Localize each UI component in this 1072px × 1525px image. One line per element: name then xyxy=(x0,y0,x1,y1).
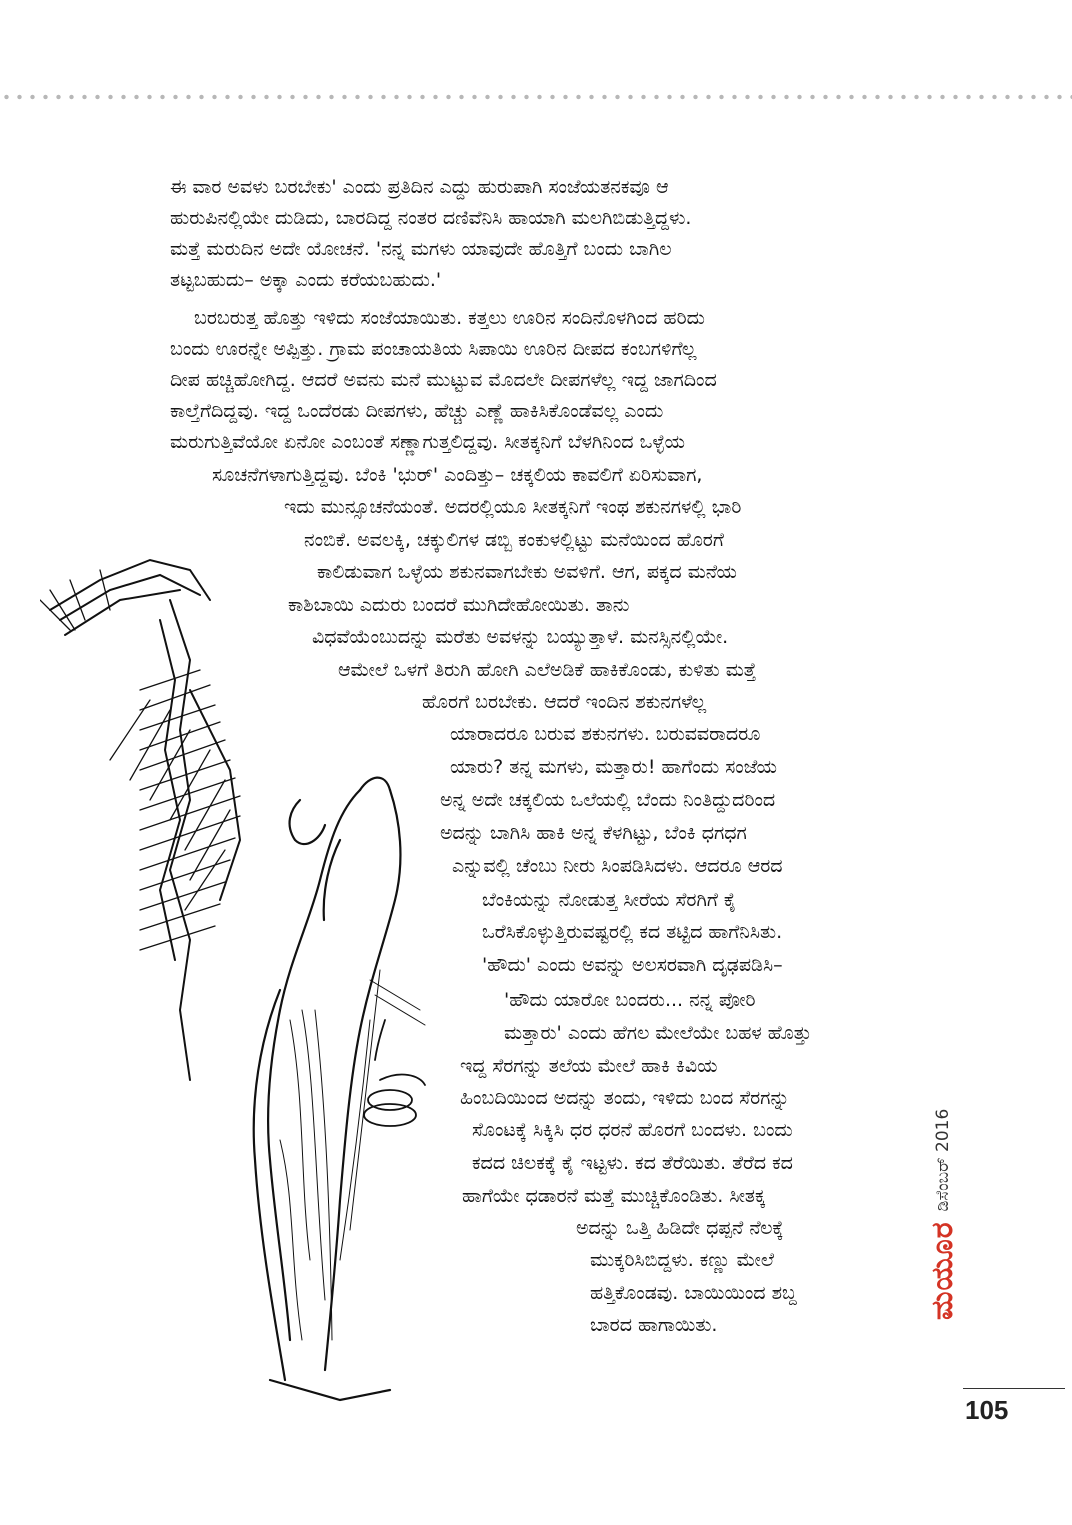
text-line: ಮರುಗುತ್ತಿವೆಯೋ ಏನೋ ಎಂಬಂತೆ ಸಣ್ಣಾಗುತ್ತಲಿದ್ದವು. ಸೀತಕ್ಕನಿಗೆ ಬೆಳಗಿನಿಂದ ಒಳ್ಳೆಯ xyxy=(170,431,685,453)
text-line: ಬಾರದ ಹಾಗಾಯಿತು. xyxy=(590,1314,718,1336)
text-line: ಕಾಲ್ತೆಗೆದಿದ್ದವು. ಇದ್ದ ಒಂದೆರಡು ದೀಪಗಳು, ಹೆಚ್ಚು ಎಣ್ಣೆ ಹಾಕಿಸಿಕೊಂಡೆವಲ್ಲ ಎಂದು xyxy=(170,400,664,422)
text-line: ಯಾರಾದರೂ ಬರುವ ಶಕುನಗಳು. ಬರುವವರಾದರೂ xyxy=(450,723,761,745)
text-line: ಮತ್ತೆ ಮರುದಿನ ಅದೇ ಯೋಚನೆ. 'ನನ್ನ ಮಗಳು ಯಾವುದೇ ಹೊತ್ತಿಗೆ ಬಂದು ಬಾಗಿಲ xyxy=(170,238,672,260)
magazine-masthead-vertical xyxy=(925,1108,960,1320)
text-line: ಆಮೇಲೆ ಒಳಗೆ ತಿರುಗಿ ಹೋಗಿ ಎಲೆಅಡಿಕೆ ಹಾಕಿಕೊಂಡು, ಕುಳಿತು ಮತ್ತೆ xyxy=(338,659,757,681)
page-number: 105 xyxy=(965,1395,1009,1425)
text-line: ಇದು ಮುನ್ಸೂಚನೆಯಂತೆ. ಅದರಲ್ಲಿಯೂ ಸೀತಕ್ಕನಿಗೆ ಇಂಥ ಶಕುನಗಳಲ್ಲಿ ಭಾರಿ xyxy=(284,496,742,518)
text-line: ಕದದ ಚಿಲಕಕ್ಕೆ ಕೈ ಇಟ್ಟಳು. ಕದ ತೆರೆಯಿತು. ತೆರೆದ ಕದ xyxy=(472,1152,793,1174)
text-line: ವಿಧವೆಯೆಂಬುದನ್ನು ಮರೆತು ಅವಳನ್ನು ಬಯ್ಯುತ್ತಾಳೆ. ಮನಸ್ಸಿನಲ್ಲಿಯೇ. xyxy=(312,626,729,648)
text-line: ಮತ್ತಾರು' ಎಂದು ಹೆಗಲ ಮೇಲೆಯೇ ಬಹಳ ಹೊತ್ತು xyxy=(504,1022,812,1044)
text-line: ಯಾರು? ತನ್ನ ಮಗಳು, ಮತ್ತಾರು! ಹಾಗೆಂದು ಸಂಜೆಯ xyxy=(450,756,777,778)
text-line: ದೀಪ ಹಚ್ಚಿಹೋಗಿದ್ದ. ಆದರೆ ಅವನು ಮನೆ ಮುಟ್ಟುವ ಮೊದಲೇ ದೀಪಗಳೆಲ್ಲ ಇದ್ದ ಜಾಗದಿಂದ xyxy=(170,369,717,391)
text-line: ಕಾಶಿಬಾಯಿ ಎದುರು ಬಂದರೆ ಮುಗಿದೇಹೋಯಿತು. ತಾನು xyxy=(288,594,630,616)
text-line: ಅನ್ನ ಅದೇ ಚಕ್ಕಲಿಯ ಒಲೆಯಲ್ಲಿ ಬೆಂದು ನಿಂತಿದ್ದುದರಿಂದ xyxy=(440,789,776,811)
text-line: ಹಾಗೆಯೇ ಧಡಾರನೆ ಮತ್ತೆ ಮುಚ್ಚಿಕೊಂಡಿತು. ಸೀತಕ್ಕ xyxy=(462,1185,766,1207)
footer-rule xyxy=(963,1388,1065,1389)
text-line: ಇದ್ದ ಸೆರಗನ್ನು ತಲೆಯ ಮೇಲೆ ಹಾಕಿ ಕಿವಿಯ xyxy=(460,1055,718,1077)
text-line: ನಂಬಿಕೆ. ಅವಲಕ್ಕಿ, ಚಕ್ಕುಲಿಗಳ ಡಬ್ಬಿ ಕಂಕುಳಲ್ಲಿಟ್ಟು ಮನೆಯಿಂದ ಹೊರಗೆ xyxy=(304,529,724,551)
text-line: ಹುರುಪಿನಲ್ಲಿಯೇ ದುಡಿದು, ಬಾರದಿದ್ದ ನಂತರ ದಣಿವೆನಿಸಿ ಹಾಯಾಗಿ ಮಲಗಿಬಿಡುತ್ತಿದ್ದಳು. xyxy=(170,207,692,229)
text-line: ಮುಕ್ಕರಿಸಿಬಿದ್ದಳು. ಕಣ್ಣು ಮೇಲೆ xyxy=(590,1249,774,1271)
text-line: ತಟ್ಟಬಹುದು– ಅಕ್ಕಾ ಎಂದು ಕರೆಯಬಹುದು.' xyxy=(170,269,442,291)
text-line: ಒರೆಸಿಕೊಳ್ಳುತ್ತಿರುವಷ್ಟರಲ್ಲಿ ಕದ ತಟ್ಟಿದ ಹಾಗೆನಿಸಿತು. xyxy=(482,921,783,943)
text-line: ಸೂಚನೆಗಳಾಗುತ್ತಿದ್ದವು. ಬೆಂಕಿ 'ಭುರ್' ಎಂದಿತ್ತು– ಚಕ್ಕಲಿಯ ಕಾವಲಿಗೆ ಏರಿಸುವಾಗ, xyxy=(212,464,703,486)
text-line: ಬಂದು ಊರನ್ನೇ ಅಪ್ಪಿತ್ತು. ಗ್ರಾಮ ಪಂಚಾಯತಿಯ ಸಿಪಾಯಿ ಊರಿನ ದೀಪದ ಕಂಬಗಳಿಗೆಲ್ಲ xyxy=(170,338,697,360)
dotted-header-rule xyxy=(0,92,1072,102)
text-line: ಬೆಂಕಿಯನ್ನು ನೋಡುತ್ತ ಸೀರೆಯ ಸೆರಗಿಗೆ ಕೈ xyxy=(482,889,737,911)
text-line: ಹಿಂಬದಿಯಿಂದ ಅದನ್ನು ತಂದು, ಇಳಿದು ಬಂದ ಸೆರಗನ್ನು xyxy=(460,1087,790,1109)
text-line: ಎನ್ನುವಲ್ಲಿ ಚೆಂಬು ನೀರು ಸಿಂಪಡಿಸಿದಳು. ಆದರೂ ಆರದ xyxy=(452,855,783,877)
text-line: 'ಹೌದು ಯಾರೋ ಬಂದರು... ನನ್ನ ಪೋರಿ xyxy=(504,989,756,1011)
magazine-title: ಮಯೂರ xyxy=(925,1221,960,1320)
text-line: ಅದನ್ನು ಒತ್ತಿ ಹಿಡಿದೇ ಧಪ್ಪನೆ ನೆಲಕ್ಕೆ xyxy=(576,1217,784,1239)
text-line: ಅದನ್ನು ಬಾಗಿಸಿ ಹಾಕಿ ಅನ್ನ ಕೆಳಗಿಟ್ಟು, ಬೆಂಕಿ ಧಗಧಗ xyxy=(440,822,747,844)
text-line: ಸೊಂಟಕ್ಕೆ ಸಿಕ್ಕಿಸಿ ಧರ ಧರನೆ ಹೊರಗೆ ಬಂದಳು. ಬಂದು xyxy=(472,1119,793,1141)
text-line: ಹತ್ತಿಕೊಂಡವು. ಬಾಯಿಯಿಂದ ಶಬ್ದ xyxy=(590,1282,797,1304)
text-line: 'ಹೌದು' ಎಂದು ಅವನ್ನು ಅಲಸರವಾಗಿ ದೃಢಪಡಿಸಿ– xyxy=(482,954,783,976)
text-line: ಬರಬರುತ್ತ ಹೊತ್ತು ಇಳಿದು ಸಂಜೆಯಾಯಿತು. ಕತ್ತಲು ಊರಿನ ಸಂದಿನೊಳಗಿಂದ ಹರಿದು xyxy=(194,307,705,329)
issue-date: ಡಿಸೆಂಬರ್ 2016 xyxy=(932,1108,953,1212)
text-line: ಹೊರಗೆ ಬರಬೇಕು. ಆದರೆ ಇಂದಿನ ಶಕುನಗಳೆಲ್ಲ xyxy=(422,691,707,713)
text-line: ಕಾಲಿಡುವಾಗ ಒಳ್ಳೆಯ ಶಕುನವಾಗಬೇಕು ಅವಳಿಗೆ. ಆಗ, ಪಕ್ಕದ ಮನೆಯ xyxy=(317,561,737,583)
text-line: ಈ ವಾರ ಅವಳು ಬರಬೇಕು' ಎಂದು ಪ್ರತಿದಿನ ಎದ್ದು ಹುರುಪಾಗಿ ಸಂಜೆಯತನಕವೂ ಆ xyxy=(170,176,669,198)
